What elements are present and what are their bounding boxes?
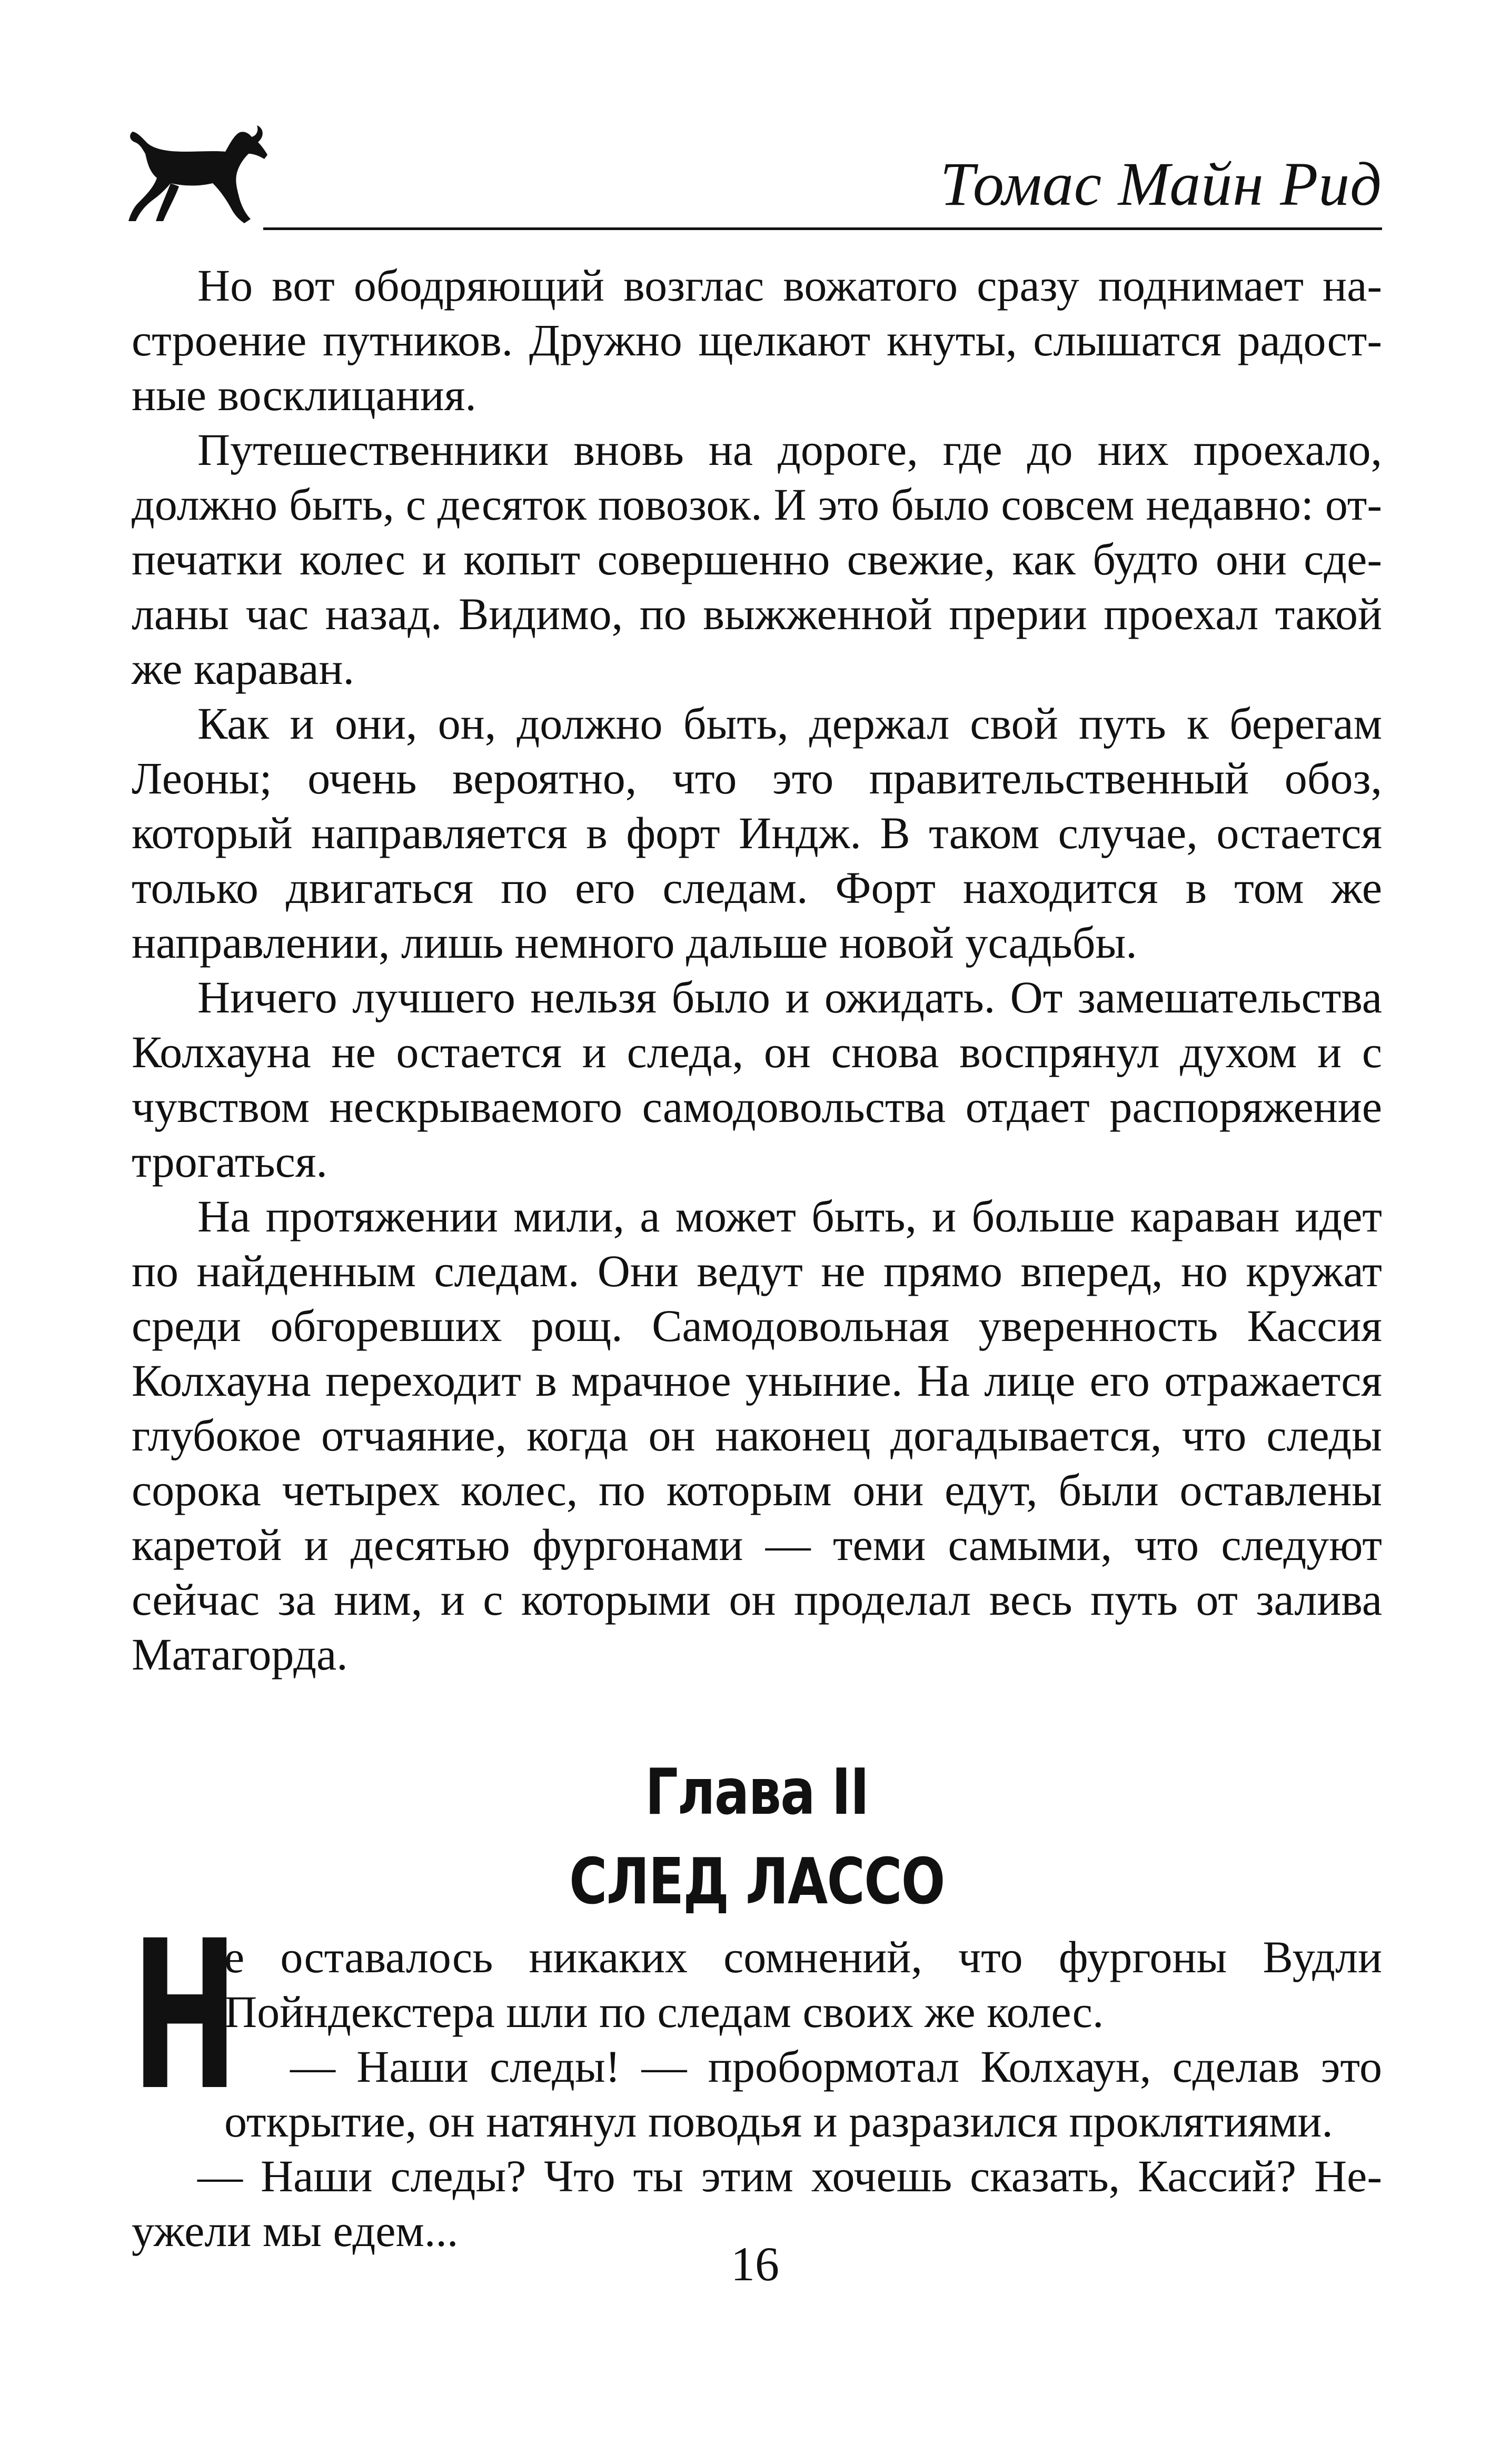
paragraph: Ничего лучшего нельзя было и ожидать. От замешательства Колхауна не остается и следа, он снова воспрянул духом и с чувством нескрываемого самодовольства отдает распоряжение трогаться.	[132, 972, 1382, 1187]
drop-cap: Н	[132, 1896, 239, 2135]
page-header	[0, 0, 1510, 242]
body-text-upper	[132, 258, 1382, 1682]
paragraph: Путешественники вновь на дороге, где до них проехало, должно быть, с десяток повозок. И это было совсем недавно: отпечатки колес и копыт совершенно свежие, как будто они сделаны час назад. Видимо, по выжженной прерии проехал такой же караван.	[132, 424, 1382, 694]
paragraph: Но вот ободряющий возглас вожатого сразу поднимает настроение путников. Дружно щелкают кнуты, слышатся радостные восклицания.	[132, 260, 1382, 420]
paragraph: На протяжении мили, а может быть, и больше караван идет по найденным следам. Они ведут не прямо вперед, но кружат среди обгоревших рощ. Самодовольная уверенность Кассия Колхауна переходит в мрачное уныние. На лице его отражается глубокое отчаяние, когда он наконец догадывается, что следы сорока четырех колес, по которым они едут, были оставлены каретой и десятью фургонами — теми самыми, что следуют сейчас за ним, и с которыми он проделал весь путь от залива Матагорда.	[132, 1191, 1382, 1680]
body-text-lower	[132, 1896, 1382, 2258]
chapter-number: Глава II	[645, 1756, 869, 1829]
paragraph: Как и они, он, должно быть, держал свой путь к берегам Леоны; очень вероятно, что это правительственный обоз, который направляется в форт Индж. В таком случае, остается только двигаться по его следам. Форт находится в том же направлении, лишь немного дальше новой усадьбы.	[132, 698, 1382, 968]
paragraph: — Наши следы? Что ты этим хочешь сказать, Кассий? Неужели мы едем...	[132, 2151, 1382, 2256]
paragraph-text: е оставалось никаких сомнений, что фургоны Вудли Пойндекстера шли по следам своих же колес.	[224, 1932, 1382, 2037]
running-head-author: Томас Майн Рид	[940, 150, 1382, 218]
page-number: 16	[731, 2237, 779, 2291]
horse-logo-icon	[126, 121, 269, 226]
header-rule	[263, 227, 1382, 230]
chapter-title: СЛЕД ЛАССО	[569, 1845, 945, 1919]
paragraph: — Наши следы! — пробормотал Колхаун, сделав это открытие, он натянул поводья и разразился проклятиями.	[224, 2041, 1382, 2147]
